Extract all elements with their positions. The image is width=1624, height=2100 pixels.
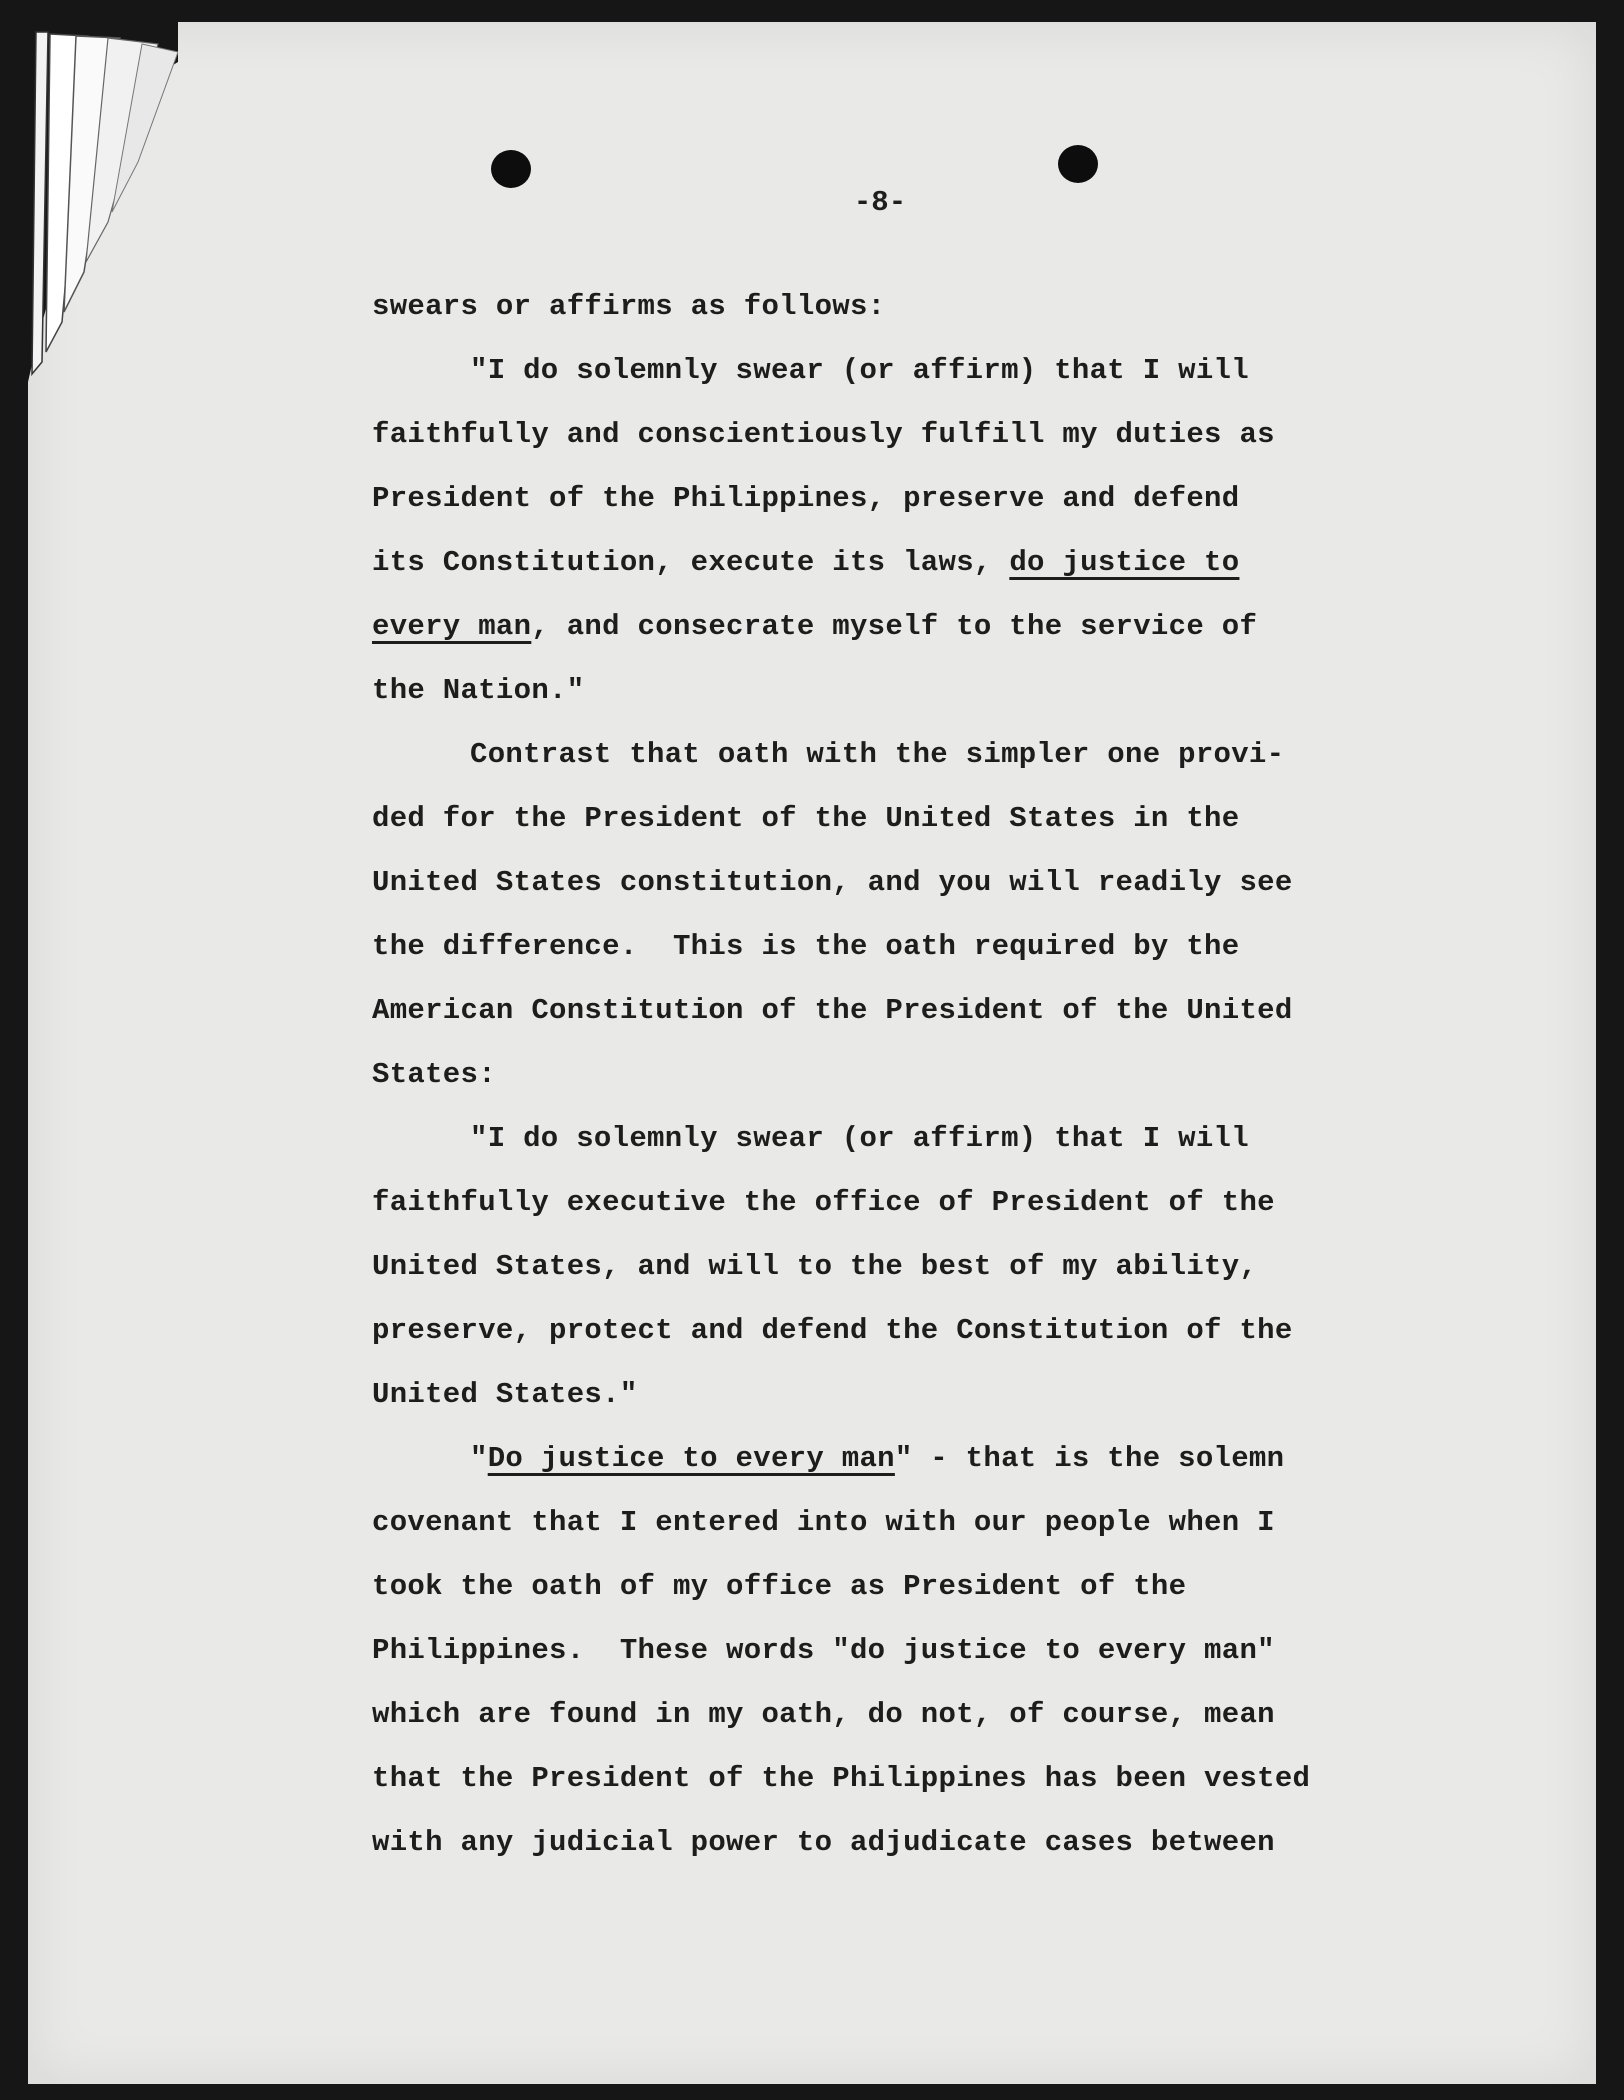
text-line [372,467,1422,531]
text-line [372,531,1422,595]
line-segment: United States, and will to the best of my ability, [372,1250,1258,1283]
line-segment: preserve, protect and defend the Constitution of the [372,1314,1293,1347]
line-segment: "I do solemnly swear (or affirm) that I will [470,354,1249,387]
text-line [372,403,1422,467]
underlined-phrase: Do justice to every man [487,1442,895,1475]
line-segment: United States." [372,1378,638,1411]
text-line [372,1235,1422,1299]
line-segment: the difference. This is the oath required by the [372,930,1240,963]
line-segment: American Constitution of the President of the United [372,994,1293,1027]
text-line [372,1107,1422,1171]
line-segment: faithfully executive the office of President of the [372,1186,1275,1219]
text-line [372,979,1422,1043]
line-segment: " - that is the solemn [894,1442,1285,1475]
line-segment: covenant that I entered into with our people when I [372,1506,1275,1539]
line-segment: swears or affirms as follows: [372,290,886,323]
text-line [372,1619,1422,1683]
underlined-phrase: every man [372,610,532,643]
line-segment: faithfully and conscientiously fulfill my duties as [372,418,1275,451]
text-line [372,723,1422,787]
text-line [372,1683,1422,1747]
text-line [372,275,1422,339]
line-segment: with any judicial power to adjudicate cases between [372,1826,1275,1859]
text-line [372,1427,1422,1491]
line-segment: President of the Philippines, preserve and defend [372,482,1240,515]
punch-hole-left [491,150,531,188]
line-segment: its Constitution, execute its laws, [372,546,1010,579]
text-line [372,339,1422,403]
text-line [372,1491,1422,1555]
line-segment: " [470,1442,488,1475]
line-segment: United States constitution, and you will readily see [372,866,1293,899]
text-line [372,1747,1422,1811]
text-line [372,851,1422,915]
page-number: -8- [853,186,907,219]
text-line [372,787,1422,851]
line-segment: Contrast that oath with the simpler one provi- [470,738,1285,771]
line-segment: , and consecrate myself to the service of [531,610,1258,643]
text-line [372,1363,1422,1427]
line-segment: the Nation." [372,674,585,707]
text-line [372,1043,1422,1107]
text-line [372,915,1422,979]
line-segment: took the oath of my office as President of the [372,1570,1187,1603]
text-line [372,1299,1422,1363]
line-segment: that the President of the Philippines has been vested [372,1762,1311,1795]
line-segment: which are found in my oath, do not, of course, mean [372,1698,1275,1731]
text-line [372,659,1422,723]
punch-hole-right [1058,145,1098,183]
typed-body-text [372,275,1422,1875]
text-line [372,1811,1422,1875]
underlined-phrase: do justice to [1009,546,1240,579]
text-line [372,1555,1422,1619]
line-segment: "I do solemnly swear (or affirm) that I will [470,1122,1249,1155]
text-line [372,595,1422,659]
line-segment: ded for the President of the United States in the [372,802,1240,835]
line-segment: Philippines. These words "do justice to every man" [372,1634,1275,1667]
line-segment: States: [372,1058,496,1091]
text-line [372,1171,1422,1235]
stacked-page-edges [28,22,178,382]
